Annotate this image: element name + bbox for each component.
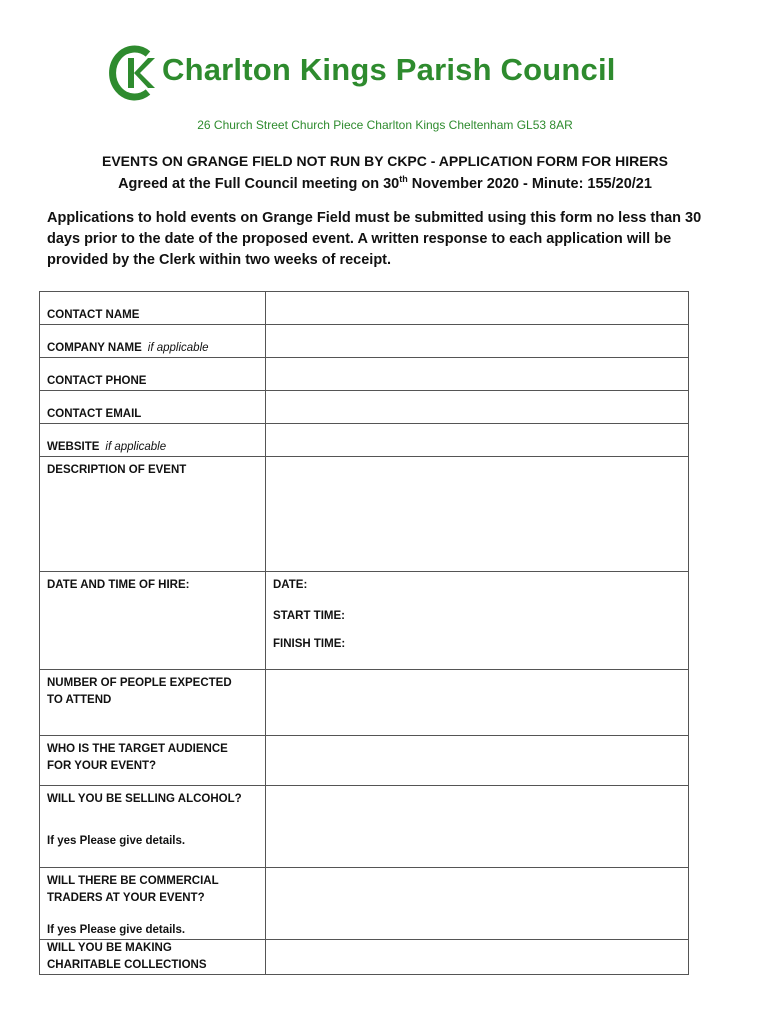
company-name-label: COMPANY NAME if applicable (40, 325, 266, 358)
target-audience-label: WHO IS THE TARGET AUDIENCE FOR YOUR EVENT? (40, 736, 266, 786)
commercial-traders-label: WILL THERE BE COMMERCIAL TRADERS AT YOUR EVENT? If yes Please give details. (40, 868, 266, 940)
contact-email-field[interactable] (266, 391, 689, 424)
form-title: EVENTS ON GRANGE FIELD NOT RUN BY CKPC - APPLICATION FORM FOR HIRERS (102, 153, 668, 169)
description-label: DESCRIPTION OF EVENT (40, 457, 266, 572)
target-audience-field[interactable] (266, 736, 689, 786)
charitable-collections-label: WILL YOU BE MAKING CHARITABLE COLLECTIONS (40, 940, 266, 975)
contact-phone-label: CONTACT PHONE (40, 358, 266, 391)
description-field[interactable] (266, 457, 689, 572)
ck-logo-icon (108, 44, 158, 102)
table-row (40, 868, 689, 940)
date-time-field[interactable] (266, 572, 689, 670)
table-row (40, 736, 689, 786)
table-row (40, 424, 689, 457)
website-field[interactable] (266, 424, 689, 457)
charitable-collections-field[interactable] (266, 940, 689, 975)
commercial-traders-field[interactable] (266, 868, 689, 940)
alcohol-label: WILL YOU BE SELLING ALCOHOL? If yes Please give details. (40, 786, 266, 868)
table-row (40, 572, 689, 670)
start-time-label: START TIME: (273, 610, 345, 622)
table-row (40, 325, 689, 358)
contact-name-field[interactable] (266, 292, 689, 325)
table-row (40, 786, 689, 868)
application-form-table (39, 291, 689, 975)
date-label: DATE: (273, 579, 308, 591)
contact-email-label: CONTACT EMAIL (40, 391, 266, 424)
contact-name-label: CONTACT NAME (40, 292, 266, 325)
form-subtitle: Agreed at the Full Council meeting on 30th November 2020 - Minute: 155/20/21 (118, 174, 652, 192)
website-label: WEBSITE if applicable (40, 424, 266, 457)
contact-phone-field[interactable] (266, 358, 689, 391)
people-expected-field[interactable] (266, 670, 689, 736)
address-line: 26 Church Street Church Piece Charlton Kings Cheltenham GL53 8AR (197, 118, 573, 132)
table-row (40, 391, 689, 424)
people-expected-label: NUMBER OF PEOPLE EXPECTED TO ATTEND (40, 670, 266, 736)
finish-time-label: FINISH TIME: (273, 638, 346, 650)
council-logo (108, 44, 668, 104)
date-time-label: DATE AND TIME OF HIRE: (40, 572, 266, 670)
alcohol-field[interactable] (266, 786, 689, 868)
org-name: Charlton Kings Parish Council (162, 52, 616, 87)
table-row (40, 940, 689, 975)
table-row (40, 457, 689, 572)
table-row (40, 670, 689, 736)
table-row (40, 358, 689, 391)
table-row (40, 292, 689, 325)
company-name-field[interactable] (266, 325, 689, 358)
intro-paragraph: Applications to hold events on Grange Field must be submitted using this form no less than 30 days prior to the date of the proposed event. A written response to each application will be provided by the Clerk within two weeks of receipt. (47, 210, 702, 268)
